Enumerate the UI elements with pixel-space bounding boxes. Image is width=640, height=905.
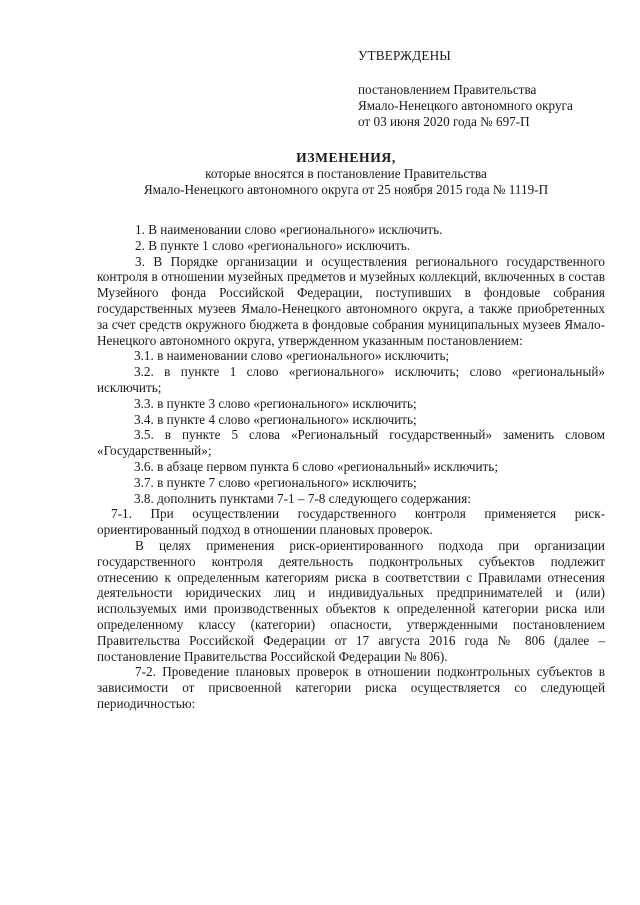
paragraph-risk-approach: В целях применения риск-ориентированного подхода при организации государственного контроля деятельность подконтрольных субъектов подлежит отнесению к определенным категориям риска в соответствии с Правилами отнесения деятельности юридических лиц и индивидуальных предпринимателей и (или) используемых ими производственных объектов к определенной категории риска или определенному классу (категории) опасности, утвержденными постановлением Правительства Российской Федерации от 17 августа 2016 года № 806 (далее – постановление Правительства Российской Федерации № 806).	[97, 537, 605, 664]
approval-stamp	[358, 48, 628, 130]
document-subtitle-line: которые вносятся в постановление Правительства	[205, 166, 487, 181]
document-body	[97, 222, 605, 712]
paragraph-item-3-8: 3.8. дополнить пунктами 7-1 – 7-8 следующего содержания:	[134, 490, 471, 506]
document-subtitle-line: Ямало-Ненецкого автономного округа от 25 ноября 2015 года № 1119-П	[143, 182, 549, 197]
paragraph-item-3-2: 3.2. в пункте 1 слово «регионального» исключить; слово «региональный» исключить;	[97, 364, 605, 395]
paragraph-item-3-6: 3.6. в абзаце первом пункта 6 слово «региональный» исключить;	[134, 458, 498, 474]
paragraph-item-7-1: 7-1. При осуществлении государственного контроля применяется риск-ориентированный подход в отношении плановых проверок.	[97, 506, 605, 538]
document-heading	[96, 150, 596, 198]
paragraph-item-2: 2. В пункте 1 слово «регионального» исключить.	[135, 237, 411, 253]
paragraph-item-3-1: 3.1. в наименовании слово «регионального» исключить;	[134, 348, 450, 364]
paragraph-item-3-7: 3.7. в пункте 7 слово «регионального» исключить;	[134, 474, 417, 490]
approval-line: постановлением Правительства	[358, 82, 537, 97]
paragraph-item-3: 3. В Порядке организации и осуществления регионального государственного контроля в отношении музейных предметов и музейных коллекций, включенных в состав Музейного фонда Российской Федерации, поступивших в фондовые собрания государственных музеев Ямало-Ненецкого автономного округа, а также приобретенных за счет средств окружного бюджета в фондовые собрания муниципальных музеев Ямало-Ненецкого автономного округа, утвержденном указанным постановлением:	[97, 253, 605, 348]
approval-title: УТВЕРЖДЕНЫ	[358, 48, 452, 63]
paragraph-item-1: 1. В наименовании слово «регионального» исключить.	[135, 222, 443, 237]
document-title: ИЗМЕНЕНИЯ,	[296, 150, 396, 165]
paragraph-item-3-3: 3.3. в пункте 3 слово «регионального» исключить;	[134, 395, 417, 411]
paragraph-item-3-4: 3.4. в пункте 4 слово «регионального» исключить;	[134, 411, 417, 427]
paragraph-item-3-5: 3.5. в пункте 5 слова «Региональный государственный» заменить словом «Государственный»;	[97, 427, 605, 459]
paragraph-item-7-2: 7-2. Проведение плановых проверок в отношении подконтрольных субъектов в зависимости от присвоенной категории риска осуществляется со следующей периодичностью:	[97, 664, 605, 711]
approval-line: Ямало-Ненецкого автономного округа	[358, 98, 573, 113]
approval-line: от 03 июня 2020 года № 697-П	[358, 114, 530, 129]
